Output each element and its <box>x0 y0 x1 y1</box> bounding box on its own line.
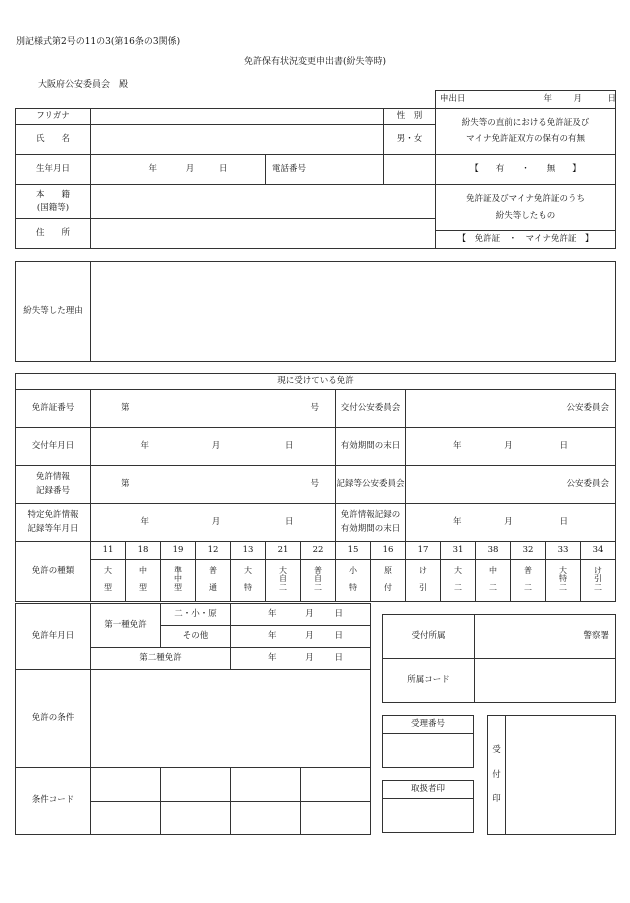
page-title: 免許保有状況変更申出書(紛失等時) <box>243 57 387 67</box>
handler-seal-label: 取扱者印 <box>383 781 474 799</box>
cond-code-cell[interactable] <box>91 768 161 801</box>
filing-year-label: 年 <box>543 93 553 104</box>
class1-label: 第一種免許 <box>91 604 161 648</box>
lost-answer[interactable]: 【 免許証 ・ マイナ免許証 】 <box>436 231 616 249</box>
license-type-code: 31 <box>441 542 476 560</box>
license-number-field[interactable] <box>91 390 336 428</box>
license-table <box>15 373 616 602</box>
info-record-line2: 記録番号 <box>35 485 70 496</box>
sex-choice[interactable]: 男・女 <box>384 125 436 155</box>
license-type-cell[interactable] <box>126 560 161 602</box>
license-number-go: 号 <box>310 402 319 413</box>
license-type-cell[interactable] <box>371 560 406 602</box>
record-commission-label: 記録等公安委員会 <box>336 466 406 504</box>
license-type-cell[interactable] <box>546 560 581 602</box>
license-type-code: 32 <box>511 542 546 560</box>
license-type-name: 大 自 二 <box>279 565 287 592</box>
specific-year-label: 年 <box>140 516 150 527</box>
license-type-name: 普 二 <box>524 565 532 592</box>
license-type-name: 大 二 <box>454 565 462 592</box>
class1-sub1-label: 二・小・原 <box>161 604 231 626</box>
issuing-commission-field[interactable]: 公安委員会 <box>406 390 616 428</box>
status-question-line2: マイナ免許証双方の保有の有無 <box>466 133 585 144</box>
cond-code-cell[interactable] <box>231 801 301 834</box>
license-type-code: 12 <box>196 542 231 560</box>
phone-label: 電話番号 <box>266 155 384 185</box>
license-date-table <box>15 603 371 835</box>
office-code-label: 所属コード <box>383 659 475 703</box>
license-type-cell[interactable] <box>91 560 126 602</box>
c1s1-day: 日 <box>334 608 343 619</box>
expiry-day-label: 日 <box>559 440 568 451</box>
license-type-code: 38 <box>476 542 511 560</box>
honseki-line1: 本 籍 <box>35 189 70 200</box>
lost-question-line1: 免許証及びマイナ免許証のうち <box>466 194 585 205</box>
birth-field[interactable] <box>91 155 266 185</box>
stamp-label <box>488 716 506 835</box>
name-field[interactable] <box>91 125 384 155</box>
validity-year-label: 年 <box>453 516 462 527</box>
handler-seal-field[interactable] <box>383 799 474 833</box>
c1s2-month: 月 <box>305 630 314 641</box>
expiry-field[interactable] <box>406 428 616 466</box>
honseki-line2: (国籍等) <box>36 202 70 213</box>
receive-office-label: 受付所属 <box>383 615 475 659</box>
receipt-no-label: 受理番号 <box>383 716 474 734</box>
record-validity-label <box>336 504 406 542</box>
address-label: 住 所 <box>16 219 91 249</box>
license-type-code: 16 <box>371 542 406 560</box>
license-type-code: 13 <box>231 542 266 560</box>
license-type-name: 大 特 二 <box>559 565 567 592</box>
license-type-cell[interactable] <box>301 560 336 602</box>
stamp-label-2: 付 <box>492 769 501 780</box>
record-validity-line2: 有効期間の末日 <box>340 523 401 534</box>
license-type-cell[interactable] <box>231 560 266 602</box>
issue-date-field[interactable] <box>91 428 336 466</box>
office-code-field[interactable] <box>475 659 616 703</box>
status-question <box>436 109 616 155</box>
address-field[interactable] <box>91 219 436 249</box>
class1-sub1-date[interactable] <box>231 604 371 626</box>
form-id: 別記様式第2号の11の3(第16条の3関係) <box>16 37 181 47</box>
validity-month-label: 月 <box>504 516 513 527</box>
birth-day-label: 日 <box>218 163 228 174</box>
c1s1-year: 年 <box>268 608 277 619</box>
specific-month-label: 月 <box>211 516 221 527</box>
furigana-label: フリガナ <box>16 109 91 125</box>
expiry-year-label: 年 <box>453 440 462 451</box>
sex-label: 性 別 <box>384 109 436 125</box>
c1s2-day: 日 <box>334 630 343 641</box>
phone-field[interactable] <box>384 155 436 185</box>
cond-code-cell[interactable] <box>91 801 161 834</box>
issue-day-label: 日 <box>284 440 294 451</box>
license-type-name: 大 特 <box>244 565 252 592</box>
license-type-cell[interactable] <box>511 560 546 602</box>
c1s2-year: 年 <box>268 630 277 641</box>
handler-table <box>382 780 474 833</box>
stamp-label-1: 受 <box>492 745 501 756</box>
status-answer[interactable]: 【 有 ・ 無 】 <box>436 155 616 185</box>
status-question-line1: 紛失等の直前における免許証及び <box>461 118 590 129</box>
c2-month: 月 <box>305 652 314 663</box>
specific-record-label <box>16 504 91 542</box>
reason-field[interactable] <box>91 262 616 362</box>
record-validity-line1: 免許情報記録の <box>340 509 401 520</box>
office-table <box>382 614 616 703</box>
license-type-name: 準 中 型 <box>174 565 182 592</box>
receive-office-field[interactable]: 警察署 <box>475 615 616 659</box>
license-type-cell[interactable] <box>476 560 511 602</box>
license-type-code: 11 <box>91 542 126 560</box>
issue-month-label: 月 <box>211 440 221 451</box>
expiry-month-label: 月 <box>504 440 513 451</box>
license-type-cell[interactable] <box>581 560 616 602</box>
specific-record-line1: 特定免許情報 <box>27 509 79 520</box>
license-type-cell[interactable] <box>406 560 441 602</box>
honseki-label <box>16 185 91 219</box>
lost-question-line2: 紛失等したもの <box>495 210 556 221</box>
applicant-table <box>15 90 616 249</box>
license-type-name: 原 付 <box>384 565 392 592</box>
license-type-name: け 引 二 <box>594 565 602 592</box>
birth-month-label: 月 <box>185 163 195 174</box>
conditions-label: 免許の条件 <box>16 670 91 768</box>
specific-record-field[interactable] <box>91 504 336 542</box>
class1-sub2-label: その他 <box>161 626 231 648</box>
issue-year-label: 年 <box>140 440 150 451</box>
license-type-code: 15 <box>336 542 371 560</box>
record-commission-field[interactable]: 公安委員会 <box>406 466 616 504</box>
validity-day-label: 日 <box>559 516 568 527</box>
license-number-dai: 第 <box>121 402 130 413</box>
cond-code-cell[interactable] <box>300 801 370 834</box>
info-record-line1: 免許情報 <box>35 471 70 482</box>
license-type-cell[interactable] <box>196 560 231 602</box>
issue-date-label: 交付年月日 <box>16 428 91 466</box>
license-types-label: 免許の種類 <box>16 542 91 602</box>
license-type-cell[interactable] <box>336 560 371 602</box>
receipt-no-field[interactable] <box>383 734 474 768</box>
name-label: 氏 名 <box>16 125 91 155</box>
furigana-field[interactable] <box>91 109 384 125</box>
cond-code-cell[interactable] <box>231 768 301 801</box>
filing-day-label: 日 <box>607 93 617 104</box>
cond-code-cell[interactable] <box>161 768 231 801</box>
license-type-cell[interactable] <box>161 560 196 602</box>
c2-year: 年 <box>268 652 277 663</box>
stamp-field[interactable] <box>506 716 616 835</box>
c2-day: 日 <box>334 652 343 663</box>
addressee: 大阪府公安委員会 殿 <box>38 80 129 90</box>
class1-sub2-date[interactable] <box>231 626 371 648</box>
class2-date[interactable] <box>231 648 371 670</box>
info-record-field[interactable] <box>91 466 336 504</box>
condition-code-grid <box>91 768 371 835</box>
cond-code-cell[interactable] <box>300 768 370 801</box>
lost-question <box>436 185 616 231</box>
receipt-table <box>382 715 474 768</box>
license-type-name: け 引 <box>419 565 427 592</box>
stamp-label-3: 印 <box>492 794 501 805</box>
license-date-label: 免許年月日 <box>16 604 91 670</box>
filing-date-field[interactable] <box>436 91 616 109</box>
stamp-table <box>487 715 616 835</box>
expiry-label: 有効期間の末日 <box>336 428 406 466</box>
birth-year-label: 年 <box>148 163 158 174</box>
info-record-go: 号 <box>310 478 319 489</box>
birth-label: 生年月日 <box>16 155 91 185</box>
filing-date-label: 申出日 <box>440 93 466 104</box>
license-type-name: 大 型 <box>104 565 112 592</box>
license-header: 現に受けている免許 <box>16 374 616 390</box>
license-type-code: 19 <box>161 542 196 560</box>
specific-day-label: 日 <box>284 516 294 527</box>
license-type-name: 普 自 二 <box>314 565 322 592</box>
class2-label: 第二種免許 <box>91 648 231 670</box>
license-type-cell[interactable] <box>441 560 476 602</box>
conditions-field[interactable] <box>91 670 371 768</box>
info-record-dai: 第 <box>121 478 130 489</box>
license-type-name: 普 通 <box>209 565 217 592</box>
condition-code-label: 条件コード <box>16 768 91 835</box>
cond-code-cell[interactable] <box>161 801 231 834</box>
license-type-name: 中 二 <box>489 565 497 592</box>
reason-label: 紛失等した理由 <box>16 262 91 362</box>
reason-table <box>15 261 616 362</box>
license-type-code: 34 <box>581 542 616 560</box>
license-number-label: 免許証番号 <box>16 390 91 428</box>
license-type-code: 18 <box>126 542 161 560</box>
record-validity-field[interactable] <box>406 504 616 542</box>
license-type-cell[interactable] <box>266 560 301 602</box>
license-type-name: 小 特 <box>349 565 357 592</box>
c1s1-month: 月 <box>305 608 314 619</box>
license-type-code: 33 <box>546 542 581 560</box>
specific-record-line2: 記録等年月日 <box>27 523 79 534</box>
license-type-code: 22 <box>301 542 336 560</box>
license-type-code: 17 <box>406 542 441 560</box>
license-type-name: 中 型 <box>139 565 147 592</box>
filing-month-label: 月 <box>573 93 583 104</box>
honseki-field[interactable] <box>91 185 436 219</box>
issuing-commission-label: 交付公安委員会 <box>336 390 406 428</box>
license-type-code: 21 <box>266 542 301 560</box>
info-record-label <box>16 466 91 504</box>
